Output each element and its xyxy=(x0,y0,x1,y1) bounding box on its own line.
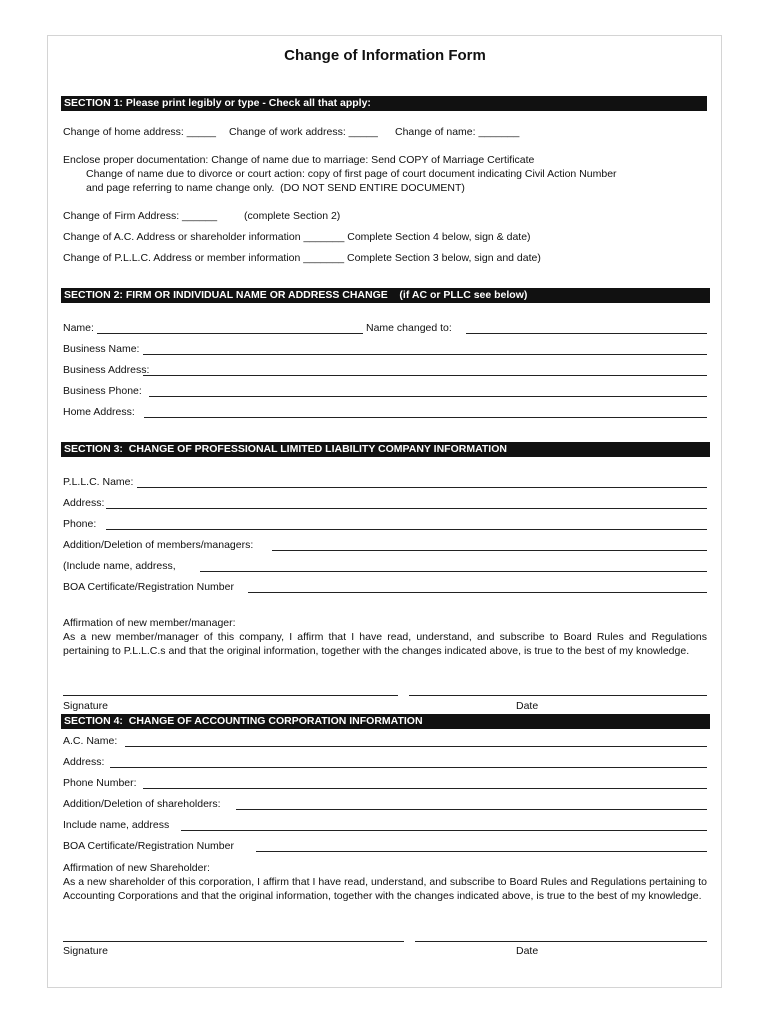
shareholders-label: Addition/Deletion of shareholders: xyxy=(63,798,221,810)
change-ac-address[interactable]: Change of A.C. Address or shareholder information _______ Complete Section 4 below, sign & date) xyxy=(63,231,531,243)
ac-signature-field[interactable] xyxy=(63,941,404,942)
pllc-date-label: Date xyxy=(516,700,539,712)
home-address-field[interactable] xyxy=(144,417,707,418)
business-name-label: Business Name: xyxy=(63,343,140,355)
ac-boa-label: BOA Certificate/Registration Number xyxy=(63,840,234,852)
business-name-field[interactable] xyxy=(143,354,707,355)
ac-affirmation-title: Affirmation of new Shareholder: xyxy=(63,862,210,874)
pllc-affirmation-title: Affirmation of new member/manager: xyxy=(63,617,236,629)
pllc-address-field[interactable] xyxy=(106,508,707,509)
form-title: Change of Information Form xyxy=(284,47,486,64)
section2-header: SECTION 2: FIRM OR INDIVIDUAL NAME OR ADDRESS CHANGE (if AC or PLLC see below) xyxy=(61,288,710,303)
enclose-line-3: and page referring to name change only. (DO NOT SEND ENTIRE DOCUMENT) xyxy=(86,182,465,194)
pllc-affirmation-text: As a new member/manager of this company, I affirm that I have read, understand, and subscribe to Board Rules and Regulations pertaining to P.L.L.C.s and that the original information, together with the changes indicated above, is true to the best of my knowledge. xyxy=(63,631,707,657)
enclose-line-2: Change of name due to divorce or court action: copy of first page of court document indicating Civil Action Number xyxy=(86,168,617,180)
name-field[interactable] xyxy=(97,333,363,334)
shareholders-include-label: Include name, address xyxy=(63,819,170,831)
pllc-phone-label: Phone: xyxy=(63,518,97,530)
section3-header: SECTION 3: CHANGE OF PROFESSIONAL LIMITED LIABILITY COMPANY INFORMATION xyxy=(61,442,710,457)
ac-phone-label: Phone Number: xyxy=(63,777,137,789)
ac-name-label: A.C. Name: xyxy=(63,735,118,747)
members-label: Addition/Deletion of members/managers: xyxy=(63,539,254,551)
enclose-line-1: Enclose proper documentation: Change of name due to marriage: Send COPY of Marriage Certificate xyxy=(63,154,535,166)
ac-address-field[interactable] xyxy=(110,767,707,768)
ac-address-label: Address: xyxy=(63,756,105,768)
name-changed-field[interactable] xyxy=(466,333,707,334)
pllc-boa-label: BOA Certificate/Registration Number xyxy=(63,581,234,593)
ac-date-label: Date xyxy=(516,945,539,957)
section1-header: SECTION 1: Please print legibly or type - Check all that apply: xyxy=(61,96,707,111)
name-label: Name: xyxy=(63,322,94,334)
pllc-address-label: Address: xyxy=(63,497,105,509)
ac-date-field[interactable] xyxy=(415,941,707,942)
business-address-label: Business Address: xyxy=(63,364,150,376)
pllc-date-field[interactable] xyxy=(409,695,707,696)
pllc-phone-field[interactable] xyxy=(106,529,707,530)
pllc-signature-field[interactable] xyxy=(63,695,398,696)
members-field[interactable] xyxy=(272,550,707,551)
ac-affirmation-text: As a new shareholder of this corporation, I affirm that I have read, understand, and subscribe to Board Rules and Regulations pertaining to Accounting Corporations and that the original information, together with the changes indicated above, is true to the best of my knowledge. xyxy=(63,876,707,902)
ac-boa-field[interactable] xyxy=(256,851,707,852)
business-address-field[interactable] xyxy=(143,375,707,376)
pllc-boa-field[interactable] xyxy=(248,592,707,593)
change-pllc-address[interactable]: Change of P.L.L.C. Address or member information _______ Complete Section 3 below, sign and date) xyxy=(63,252,541,264)
pllc-name-label: P.L.L.C. Name: xyxy=(63,476,134,488)
shareholders-field[interactable] xyxy=(236,809,707,810)
change-home-address[interactable]: Change of home address: _____ xyxy=(63,126,216,138)
business-phone-label: Business Phone: xyxy=(63,385,142,397)
ac-affirmation xyxy=(63,861,707,903)
ac-signature-label: Signature xyxy=(63,945,108,957)
section4-header: SECTION 4: CHANGE OF ACCOUNTING CORPORATION INFORMATION xyxy=(61,714,710,729)
members-include-field[interactable] xyxy=(200,571,707,572)
shareholders-include-field[interactable] xyxy=(181,830,707,831)
pllc-signature-label: Signature xyxy=(63,700,108,712)
home-address-label: Home Address: xyxy=(63,406,135,418)
change-work-address[interactable]: Change of work address: _____ xyxy=(229,126,378,138)
business-phone-field[interactable] xyxy=(149,396,707,397)
pllc-name-field[interactable] xyxy=(137,487,707,488)
name-changed-label: Name changed to: xyxy=(366,322,452,334)
pllc-affirmation xyxy=(63,616,707,658)
change-name[interactable]: Change of name: _______ xyxy=(395,126,520,138)
ac-name-field[interactable] xyxy=(125,746,707,747)
members-include-label: (Include name, address, xyxy=(63,560,176,572)
ac-phone-field[interactable] xyxy=(143,788,707,789)
firm-address-note: (complete Section 2) xyxy=(244,210,341,222)
change-firm-address[interactable]: Change of Firm Address: ______ xyxy=(63,210,218,222)
